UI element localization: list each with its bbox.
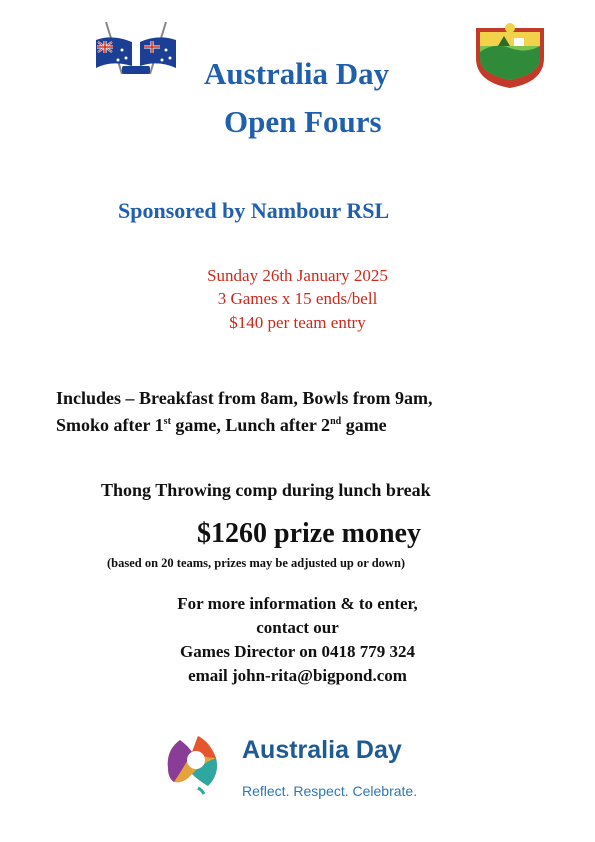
- prize-money: $1260 prize money: [197, 518, 421, 549]
- contact-email: email john-rita@bigpond.com: [188, 666, 407, 685]
- thong-throwing-line: Thong Throwing comp during lunch break: [101, 480, 431, 500]
- australia-day-map-icon: [158, 728, 226, 796]
- games-format: 3 Games x 15 ends/bell: [217, 289, 378, 308]
- bowls-club-badge-icon: [470, 18, 550, 90]
- entry-fee: $140 per team entry: [229, 313, 366, 332]
- info-line-1: For more information & to enter,: [177, 594, 418, 613]
- australia-day-brand-name: Australia Day: [242, 736, 402, 764]
- event-date: Sunday 26th January 2025: [207, 266, 388, 285]
- info-line-3: Games Director on 0418 779 324: [180, 642, 415, 661]
- includes-line-2: Smoko after 1st game, Lunch after 2nd game: [56, 415, 387, 435]
- australia-day-tagline: Reflect. Respect. Celebrate.: [242, 783, 418, 799]
- prize-note: (based on 20 teams, prizes may be adjusted up or down): [107, 556, 406, 570]
- includes-line-1: Includes – Breakfast from 8am, Bowls from 9am,: [56, 388, 433, 408]
- title-line-1: Australia Day: [204, 56, 390, 91]
- title-line-2: Open Fours: [224, 104, 382, 139]
- sponsor-line: Sponsored by Nambour RSL: [118, 198, 390, 223]
- australian-flags-icon: [92, 18, 180, 78]
- info-line-2: contact our: [256, 618, 339, 637]
